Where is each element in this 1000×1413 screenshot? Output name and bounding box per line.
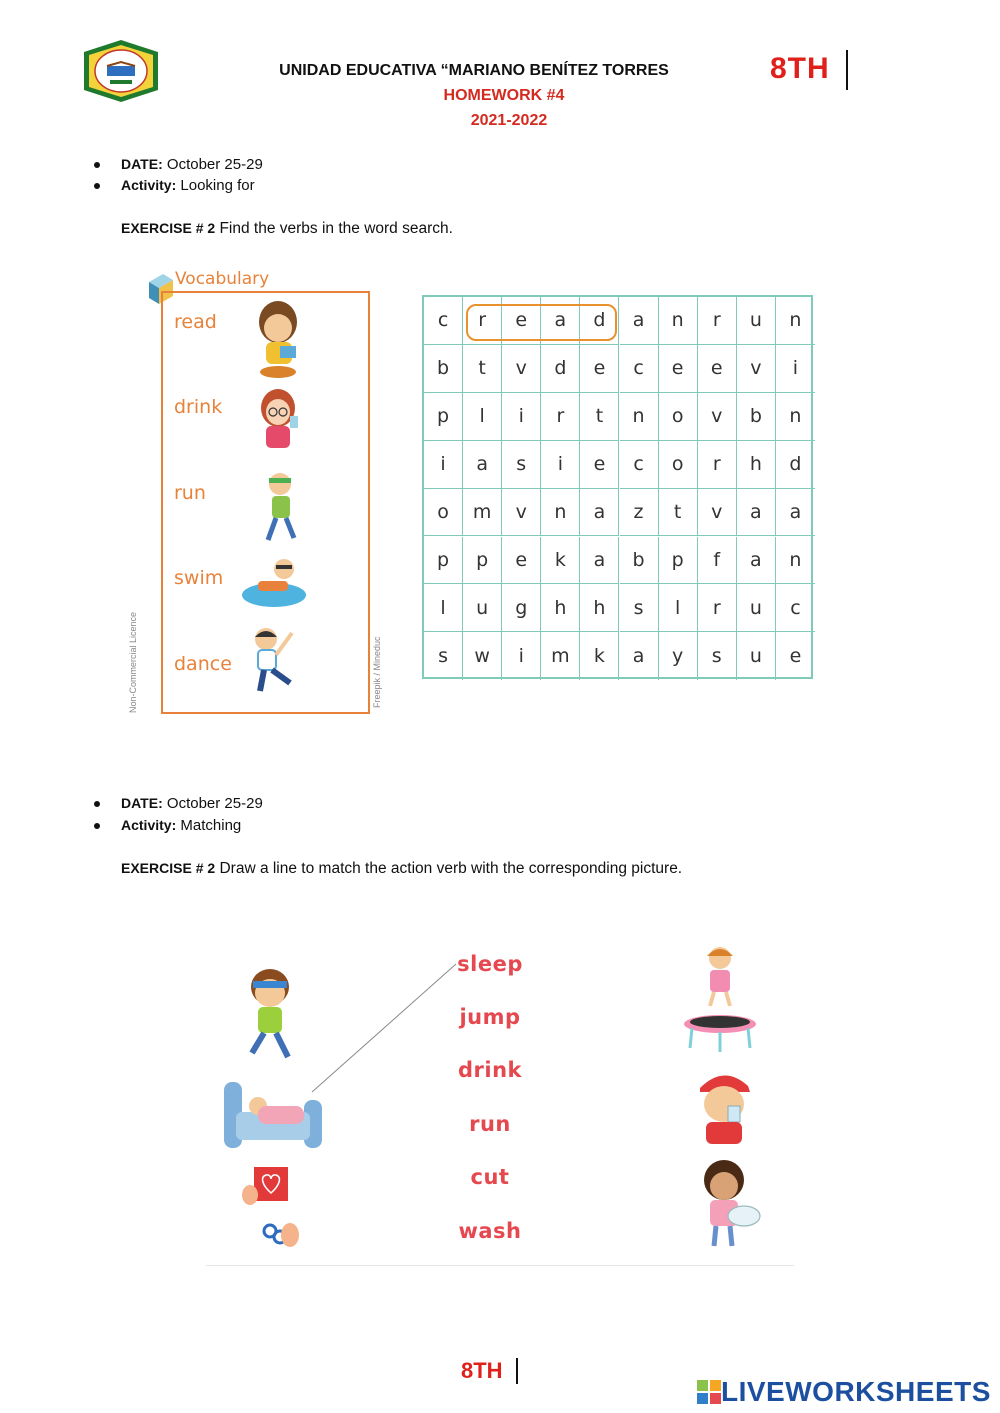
- grid-cell[interactable]: n: [620, 393, 659, 441]
- grid-cell[interactable]: l: [659, 584, 698, 632]
- footer-grade: 8TH: [461, 1358, 503, 1383]
- school-name: UNIDAD EDUCATIVA “MARIANO BENÍTEZ TORRES: [279, 62, 669, 79]
- match-word-sleep[interactable]: sleep: [457, 952, 523, 976]
- grid-cell[interactable]: k: [541, 537, 580, 585]
- vocab-word-run: run: [174, 482, 206, 504]
- grid-cell[interactable]: o: [659, 393, 698, 441]
- brand-name: LIVEWORKSHEETS: [721, 1376, 991, 1407]
- grid-cell[interactable]: r: [541, 393, 580, 441]
- drinking-girl-illustration: [254, 386, 306, 457]
- grid-cell[interactable]: c: [620, 345, 659, 393]
- grid-cell[interactable]: a: [580, 489, 619, 537]
- grid-cell[interactable]: a: [737, 537, 776, 585]
- vocabulary-title: Vocabulary: [175, 269, 270, 289]
- match-word-run[interactable]: run: [469, 1112, 511, 1136]
- grid-cell[interactable]: c: [424, 297, 463, 345]
- grid-cell[interactable]: b: [424, 345, 463, 393]
- drinking-boy-picture[interactable]: [692, 1066, 756, 1151]
- grid-cell[interactable]: n: [776, 297, 815, 345]
- grid-cell[interactable]: b: [620, 537, 659, 585]
- date-label: DATE:: [121, 156, 163, 172]
- grid-cell[interactable]: e: [789, 645, 802, 668]
- grid-cell[interactable]: c: [620, 441, 659, 489]
- grid-cell[interactable]: r: [698, 297, 737, 345]
- grid-cell[interactable]: i: [502, 393, 541, 441]
- grid-cell[interactable]: i: [424, 441, 463, 489]
- grid-cell[interactable]: s: [424, 632, 463, 680]
- grade-badge: 8TH: [770, 52, 830, 85]
- grid-cell[interactable]: m: [541, 632, 580, 680]
- grid-cell[interactable]: v: [502, 489, 541, 537]
- grid-cell[interactable]: h: [737, 441, 776, 489]
- credit-left: Non-Commercial Licence: [128, 611, 138, 713]
- match-word-drink[interactable]: drink: [457, 1058, 522, 1082]
- washing-hands-girl-picture[interactable]: [694, 1158, 764, 1255]
- grid-cell[interactable]: h: [541, 584, 580, 632]
- grid-cell[interactable]: t: [580, 393, 619, 441]
- running-boy-illustration: [260, 470, 304, 555]
- grid-cell[interactable]: s: [698, 632, 737, 680]
- exercise-text: Draw a line to match the action verb with the corresponding picture.: [215, 860, 683, 877]
- exercise-text: Find the verbs in the word search.: [215, 220, 453, 237]
- liveworksheets-brand[interactable]: [697, 1374, 991, 1410]
- grid-cell[interactable]: c: [776, 584, 815, 632]
- section1-date: [121, 156, 263, 173]
- grid-cell[interactable]: d: [541, 345, 580, 393]
- grid-cell[interactable]: r: [463, 297, 502, 345]
- grid-cell[interactable]: e: [502, 297, 541, 345]
- grid-cell[interactable]: a: [776, 489, 815, 537]
- match-word-wash[interactable]: wash: [458, 1219, 522, 1243]
- grid-cell[interactable]: w: [463, 632, 502, 680]
- grid-cell[interactable]: d: [776, 441, 815, 489]
- grid-cell[interactable]: s: [620, 584, 659, 632]
- activity-label: Activity:: [121, 177, 177, 193]
- date-value: October 25-29: [162, 795, 263, 812]
- section1-activity: [121, 177, 255, 194]
- grid-cell[interactable]: y: [659, 632, 698, 680]
- grid-cell[interactable]: u: [737, 297, 776, 345]
- grid-cell[interactable]: v: [737, 345, 776, 393]
- section2-exercise: [121, 860, 682, 878]
- grid-cell[interactable]: n: [776, 393, 815, 441]
- grid-cell[interactable]: e: [502, 537, 541, 585]
- grid-cell[interactable]: v: [502, 345, 541, 393]
- vocab-word-read: read: [174, 311, 217, 333]
- running-boy-picture[interactable]: [240, 965, 300, 1070]
- grid-cell[interactable]: e: [659, 345, 698, 393]
- grid-cell[interactable]: f: [698, 537, 737, 585]
- swimming-boy-illustration: [240, 555, 308, 616]
- grid-cell[interactable]: p: [463, 537, 502, 585]
- activity-value: Matching: [176, 817, 242, 834]
- bullet-dot: [94, 823, 100, 829]
- grid-cell[interactable]: v: [698, 489, 737, 537]
- word-search-grid[interactable]: [422, 295, 813, 679]
- text-cursor: [516, 1358, 518, 1384]
- grid-cell[interactable]: a: [580, 537, 619, 585]
- section2-date: [121, 795, 263, 812]
- section1-exercise: [121, 220, 453, 238]
- divider: [206, 1265, 794, 1266]
- grid-cell[interactable]: g: [502, 584, 541, 632]
- found-word-highlight[interactable]: [466, 304, 617, 341]
- jumping-girl-picture[interactable]: [680, 942, 760, 1059]
- grid-cell[interactable]: i: [541, 441, 580, 489]
- grid-cell[interactable]: u: [737, 584, 776, 632]
- reading-kid-illustration: [250, 298, 310, 387]
- homework-title: HOMEWORK #4: [443, 87, 565, 104]
- grid-cell[interactable]: k: [580, 632, 619, 680]
- grid-cell[interactable]: b: [737, 393, 776, 441]
- grid-cell[interactable]: p: [659, 537, 698, 585]
- grid-cell[interactable]: h: [580, 584, 619, 632]
- grid-cell[interactable]: e: [698, 345, 737, 393]
- exercise-label: EXERCISE # 2: [121, 860, 216, 876]
- date-value: October 25-29: [162, 156, 263, 173]
- dancing-boy-illustration: [246, 625, 304, 700]
- grid-cell[interactable]: e: [580, 441, 619, 489]
- cutting-paper-picture[interactable]: [240, 1165, 302, 1256]
- date-label: DATE:: [121, 795, 163, 811]
- grid-cell[interactable]: t: [659, 489, 698, 537]
- grid-cell[interactable]: i: [776, 345, 815, 393]
- credit-right: Freepik / Mineduc: [372, 636, 382, 708]
- match-word-cut[interactable]: cut: [470, 1165, 510, 1189]
- grid-cell[interactable]: v: [698, 393, 737, 441]
- grid-cell[interactable]: n: [541, 489, 580, 537]
- grid-cell[interactable]: d: [580, 297, 619, 345]
- bullet-dot: [94, 162, 100, 168]
- grid-cell[interactable]: n: [659, 297, 698, 345]
- grid-cell[interactable]: t: [463, 345, 502, 393]
- grid-cell[interactable]: i: [502, 632, 541, 680]
- grid-cell[interactable]: o: [659, 441, 698, 489]
- grid-cell[interactable]: o: [424, 489, 463, 537]
- grid-cell[interactable]: l: [424, 584, 463, 632]
- activity-value: Looking for: [176, 177, 255, 194]
- section2-activity: [121, 817, 241, 834]
- grid-cell[interactable]: p: [424, 537, 463, 585]
- vocab-word-dance: dance: [174, 653, 232, 675]
- school-year: 2021-2022: [470, 112, 548, 129]
- bullet-dot: [94, 183, 100, 189]
- bullet-dot: [94, 801, 100, 807]
- grid-cell[interactable]: u: [737, 632, 776, 680]
- grid-cell[interactable]: z: [620, 489, 659, 537]
- activity-label: Activity:: [121, 817, 177, 833]
- grid-cell[interactable]: u: [463, 584, 502, 632]
- grid-cell[interactable]: a: [737, 489, 776, 537]
- vocab-word-swim: swim: [174, 567, 224, 589]
- grid-cell[interactable]: l: [463, 393, 502, 441]
- grid-cell[interactable]: a: [620, 297, 659, 345]
- grid-cell[interactable]: p: [424, 393, 463, 441]
- exercise-label: EXERCISE # 2: [121, 220, 216, 236]
- grid-cell[interactable]: a: [620, 632, 659, 680]
- grid-cell[interactable]: a: [463, 441, 502, 489]
- text-cursor: [846, 50, 848, 90]
- liveworksheets-logo-icon: [697, 1380, 721, 1404]
- grid-cell[interactable]: e: [580, 345, 619, 393]
- grid-cell[interactable]: r: [698, 441, 737, 489]
- grid-cell[interactable]: n: [776, 537, 815, 585]
- match-word-jump[interactable]: jump: [459, 1005, 521, 1029]
- grid-cell[interactable]: r: [698, 584, 737, 632]
- grid-cell[interactable]: s: [502, 441, 541, 489]
- vocab-word-drink: drink: [174, 396, 223, 418]
- grid-cell[interactable]: m: [463, 489, 502, 537]
- grid-cell[interactable]: a: [541, 297, 580, 345]
- sleeping-girl-picture[interactable]: [218, 1072, 326, 1161]
